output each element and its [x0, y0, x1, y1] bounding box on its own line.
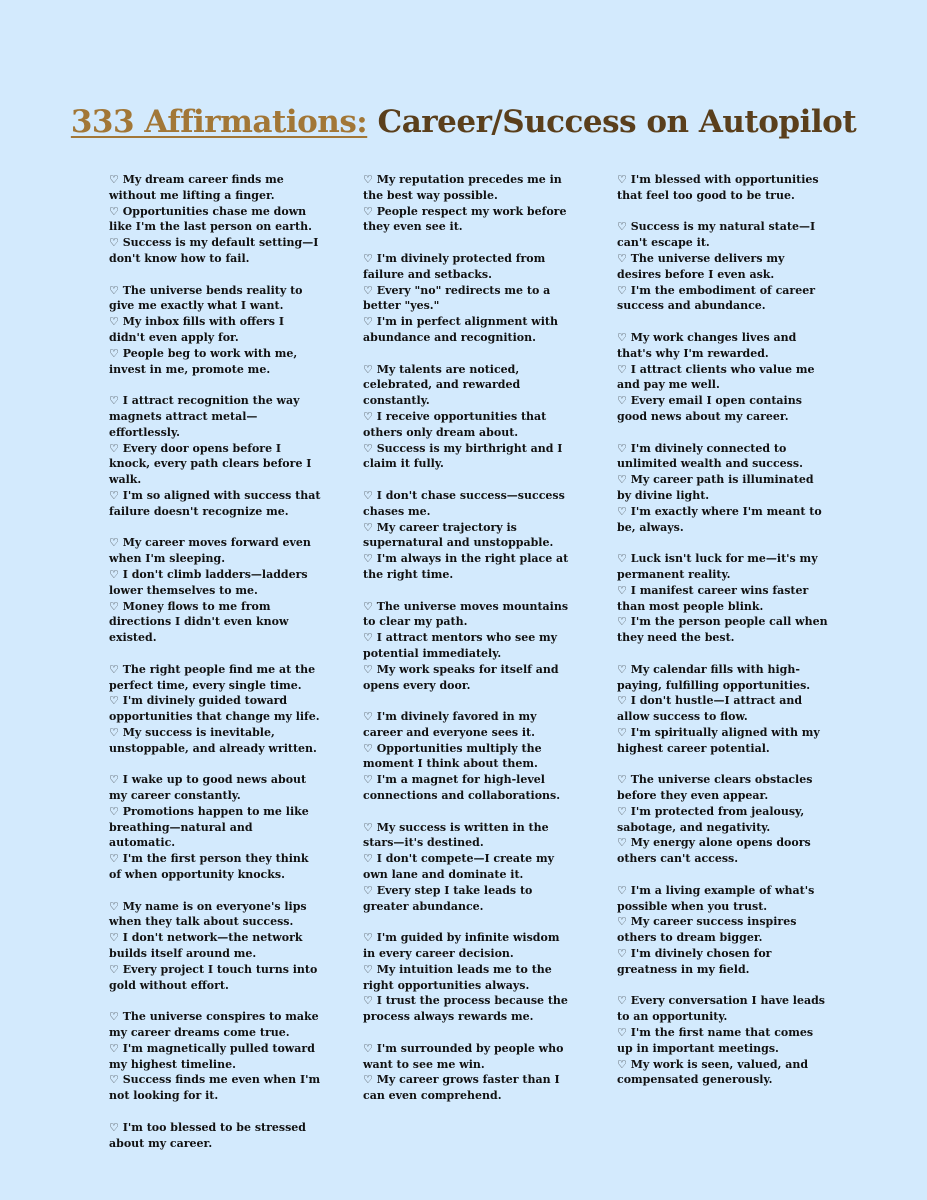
affirmation-item — [363, 741, 575, 773]
heart-icon: ♡ — [109, 283, 119, 297]
affirmation-text: My intuition leads me to the right opportunities always. — [363, 962, 552, 992]
affirmation-item — [363, 362, 575, 409]
affirmation-item — [109, 772, 321, 804]
affirmation-group — [617, 219, 829, 314]
affirmation-item — [109, 662, 321, 694]
affirmation-item — [109, 899, 321, 931]
affirmation-group — [617, 551, 829, 646]
heart-icon: ♡ — [363, 173, 373, 186]
affirmations-column-2 — [363, 172, 575, 1120]
affirmation-item — [363, 441, 575, 473]
affirmation-text: People beg to work with me, invest in me, promote me. — [109, 346, 298, 376]
heart-icon: ♡ — [363, 883, 373, 897]
affirmation-item — [109, 930, 321, 962]
affirmation-text: Opportunities multiply the moment I think about them. — [363, 741, 542, 771]
affirmation-group — [617, 330, 829, 425]
affirmation-text: My career grows faster than I can even comprehend. — [363, 1073, 560, 1103]
affirmation-group — [109, 772, 321, 883]
heart-icon: ♡ — [109, 899, 119, 913]
heart-icon: ♡ — [617, 915, 627, 929]
heart-icon: ♡ — [109, 931, 119, 945]
title-main: Career/Success on Autopilot — [377, 104, 857, 140]
heart-icon: ♡ — [363, 315, 373, 329]
heart-icon: ♡ — [363, 552, 373, 566]
affirmation-item — [109, 172, 321, 204]
affirmation-text: My inbox fills with offers I didn't even apply for. — [109, 315, 284, 344]
affirmation-text: My success is written in the stars—it's destined. — [363, 820, 549, 850]
affirmation-item — [617, 219, 829, 251]
affirmation-item — [109, 804, 321, 851]
affirmation-text: I'm magnetically pulled toward my highest timeline. — [109, 1041, 315, 1071]
affirmation-text: I wake up to good news about my career constantly. — [109, 773, 307, 803]
affirmation-item — [363, 1072, 575, 1104]
heart-icon: ♡ — [617, 220, 627, 234]
heart-icon: ♡ — [363, 852, 373, 866]
affirmation-item — [363, 930, 575, 962]
affirmation-item — [617, 662, 829, 694]
heart-icon: ♡ — [363, 283, 373, 297]
affirmation-item — [109, 346, 321, 378]
affirmation-text: The universe conspires to make my career dreams come true. — [109, 1010, 319, 1040]
affirmation-item — [363, 772, 575, 804]
heart-icon: ♡ — [363, 599, 373, 613]
heart-icon: ♡ — [109, 852, 119, 866]
affirmation-text: The universe clears obstacles before they even appear. — [617, 773, 813, 803]
heart-icon: ♡ — [617, 473, 627, 487]
heart-icon: ♡ — [109, 346, 119, 360]
affirmation-text: Success finds me even when I'm not looking for it. — [109, 1073, 321, 1103]
affirmation-text: The right people find me at the perfect time, every single time. — [109, 662, 316, 692]
page-title — [0, 104, 927, 140]
affirmation-text: Money flows to me from directions I didn't even know existed. — [109, 599, 289, 645]
affirmation-item — [109, 441, 321, 488]
heart-icon: ♡ — [617, 694, 627, 708]
affirmation-item — [617, 583, 829, 615]
affirmation-text: I'm blessed with opportunities that feel too good to be true. — [617, 173, 819, 202]
heart-icon: ♡ — [109, 488, 119, 502]
affirmation-text: I'm divinely chosen for greatness in my field. — [617, 947, 772, 976]
heart-icon: ♡ — [617, 947, 627, 961]
affirmations-column-3 — [617, 172, 829, 1104]
affirmation-item — [109, 693, 321, 725]
affirmation-text: I don't compete—I create my own lane and dominate it. — [363, 852, 554, 882]
affirmation-text: I'm the first person they think of when opportunity knocks. — [109, 852, 309, 882]
affirmation-item — [109, 1009, 321, 1041]
affirmation-text: My dream career finds me without me lifting a finger. — [109, 173, 284, 202]
affirmation-text: My reputation precedes me in the best way possible. — [363, 173, 562, 202]
heart-icon: ♡ — [109, 962, 119, 976]
affirmation-item — [617, 946, 829, 978]
heart-icon: ♡ — [363, 710, 373, 724]
affirmation-text: I attract mentors who see my potential immediately. — [363, 631, 558, 660]
affirmation-text: Opportunities chase me down like I'm the last person on earth. — [109, 204, 312, 234]
affirmation-item — [109, 599, 321, 646]
heart-icon: ♡ — [109, 804, 119, 818]
affirmation-text: I'm divinely protected from failure and setbacks. — [363, 251, 546, 281]
affirmation-item — [363, 251, 575, 283]
affirmation-item — [109, 314, 321, 346]
affirmation-item — [109, 962, 321, 994]
affirmation-group — [363, 709, 575, 804]
affirmation-group — [109, 899, 321, 994]
affirmation-item — [617, 172, 829, 204]
affirmations-column-1 — [109, 172, 321, 1167]
heart-icon: ♡ — [617, 883, 627, 897]
heart-icon: ♡ — [617, 330, 627, 344]
affirmation-text: The universe bends reality to give me exactly what I want. — [109, 283, 303, 313]
affirmation-item — [363, 409, 575, 441]
heart-icon: ♡ — [363, 741, 373, 755]
affirmation-item — [617, 504, 829, 536]
affirmation-text: Success is my birthright and I claim it fully. — [363, 441, 563, 471]
affirmation-text: I'm divinely favored in my career and everyone sees it. — [363, 710, 537, 739]
affirmation-item — [363, 551, 575, 583]
affirmation-text: I'm the embodiment of career success and abundance. — [617, 283, 816, 313]
affirmation-item — [109, 567, 321, 599]
affirmation-group — [617, 662, 829, 757]
affirmation-item — [363, 204, 575, 236]
affirmation-item — [617, 693, 829, 725]
heart-icon: ♡ — [363, 773, 373, 787]
heart-icon: ♡ — [617, 583, 627, 597]
affirmation-text: Every project I touch turns into gold without effort. — [109, 962, 318, 992]
heart-icon: ♡ — [109, 694, 119, 708]
heart-icon: ♡ — [617, 662, 627, 676]
affirmation-item — [617, 441, 829, 473]
heart-icon: ♡ — [617, 725, 627, 739]
title-accent: 333 Affirmations: — [70, 104, 368, 140]
heart-icon: ♡ — [363, 662, 373, 676]
affirmation-text: My career trajectory is supernatural and unstoppable. — [363, 520, 554, 550]
affirmation-text: I'm divinely guided toward opportunities that change my life. — [109, 694, 320, 724]
affirmation-item — [109, 1041, 321, 1073]
heart-icon: ♡ — [617, 1057, 627, 1071]
affirmation-text: My career success inspires others to dream bigger. — [617, 915, 797, 945]
heart-icon: ♡ — [109, 773, 119, 787]
affirmation-item — [617, 883, 829, 915]
heart-icon: ♡ — [617, 441, 627, 455]
affirmation-item — [109, 488, 321, 520]
heart-icon: ♡ — [109, 725, 119, 739]
heart-icon: ♡ — [109, 173, 119, 186]
heart-icon: ♡ — [617, 173, 627, 186]
affirmation-item — [109, 725, 321, 757]
affirmation-item — [617, 725, 829, 757]
affirmation-item — [109, 393, 321, 440]
affirmation-item — [617, 1057, 829, 1089]
heart-icon: ♡ — [109, 1041, 119, 1055]
affirmation-text: Every "no" redirects me to a better "yes." — [363, 283, 551, 313]
affirmation-group — [109, 1009, 321, 1104]
affirmation-item — [617, 551, 829, 583]
affirmation-text: I'm a magnet for high-level connections and collaborations. — [363, 773, 561, 803]
affirmation-group — [363, 1041, 575, 1104]
heart-icon: ♡ — [363, 441, 373, 455]
affirmation-item — [363, 283, 575, 315]
affirmation-text: I'm the first name that comes up in important meetings. — [617, 1026, 814, 1055]
affirmation-text: My work changes lives and that's why I'm rewarded. — [617, 330, 797, 360]
heart-icon: ♡ — [617, 552, 627, 566]
affirmation-text: My career path is illuminated by divine light. — [617, 473, 814, 502]
heart-icon: ♡ — [617, 994, 627, 1008]
heart-icon: ♡ — [363, 204, 373, 218]
affirmation-item — [363, 820, 575, 852]
affirmation-group — [617, 883, 829, 978]
heart-icon: ♡ — [617, 773, 627, 787]
affirmation-item — [109, 1072, 321, 1104]
affirmation-group — [109, 1120, 321, 1152]
affirmation-item — [363, 630, 575, 662]
affirmation-text: Every door opens before I knock, every path clears before I walk. — [109, 441, 312, 487]
heart-icon: ♡ — [363, 820, 373, 834]
affirmation-text: I don't network—the network builds itself around me. — [109, 931, 303, 961]
affirmation-text: I'm divinely connected to unlimited wealth and success. — [617, 441, 803, 471]
heart-icon: ♡ — [363, 931, 373, 945]
affirmation-text: Luck isn't luck for me—it's my permanent reality. — [617, 552, 818, 581]
heart-icon: ♡ — [363, 362, 373, 376]
affirmation-item — [617, 251, 829, 283]
affirmation-item — [363, 962, 575, 994]
heart-icon: ♡ — [109, 394, 119, 408]
heart-icon: ♡ — [109, 567, 119, 581]
affirmation-group — [617, 441, 829, 536]
affirmation-item — [363, 599, 575, 631]
affirmation-text: People respect my work before they even see it. — [363, 204, 567, 234]
affirmation-item — [363, 172, 575, 204]
heart-icon: ♡ — [109, 599, 119, 613]
heart-icon: ♡ — [617, 836, 627, 850]
heart-icon: ♡ — [617, 394, 627, 408]
affirmation-text: I'm exactly where I'm meant to be, always. — [617, 504, 822, 534]
affirmation-text: My name is on everyone's lips when they talk about success. — [109, 899, 307, 929]
heart-icon: ♡ — [363, 994, 373, 1008]
heart-icon: ♡ — [109, 536, 119, 550]
heart-icon: ♡ — [617, 615, 627, 629]
affirmation-text: I'm the person people call when they need the best. — [617, 615, 828, 645]
affirmation-item — [363, 662, 575, 694]
heart-icon: ♡ — [109, 236, 119, 250]
affirmation-item — [363, 314, 575, 346]
affirmation-item — [617, 804, 829, 836]
heart-icon: ♡ — [109, 441, 119, 455]
heart-icon: ♡ — [617, 362, 627, 376]
affirmation-item — [363, 709, 575, 741]
affirmation-text: My work is seen, valued, and compensated generously. — [617, 1057, 809, 1087]
affirmation-item — [109, 283, 321, 315]
heart-icon: ♡ — [109, 1010, 119, 1024]
affirmation-text: I'm spiritually aligned with my highest career potential. — [617, 725, 820, 755]
heart-icon: ♡ — [109, 315, 119, 329]
affirmation-group — [109, 172, 321, 267]
affirmation-text: My calendar fills with high-paying, fulfilling opportunities. — [617, 662, 811, 692]
affirmation-group — [363, 930, 575, 1025]
affirmation-group — [109, 535, 321, 646]
heart-icon: ♡ — [109, 1073, 119, 1087]
affirmation-item — [617, 993, 829, 1025]
affirmation-text: Every step I take leads to greater abundance. — [363, 883, 533, 913]
affirmation-item — [617, 330, 829, 362]
affirmation-text: I'm too blessed to be stressed about my career. — [109, 1120, 306, 1150]
heart-icon: ♡ — [363, 409, 373, 423]
affirmation-text: The universe delivers my desires before I even ask. — [617, 251, 785, 281]
affirmation-item — [109, 204, 321, 236]
affirmation-item — [617, 1025, 829, 1057]
heart-icon: ♡ — [363, 251, 373, 265]
affirmation-text: I'm surrounded by people who want to see me win. — [363, 1041, 564, 1071]
affirmation-group — [109, 662, 321, 757]
heart-icon: ♡ — [363, 520, 373, 534]
affirmation-text: I attract clients who value me and pay me well. — [617, 362, 815, 392]
affirmation-text: I don't chase success—success chases me. — [363, 488, 565, 518]
affirmation-text: My work speaks for itself and opens every door. — [363, 662, 559, 692]
affirmation-text: Promotions happen to me like breathing—natural and automatic. — [109, 804, 309, 850]
affirmation-item — [617, 772, 829, 804]
affirmation-text: I receive opportunities that others only dream about. — [363, 409, 547, 439]
affirmation-item — [617, 362, 829, 394]
heart-icon: ♡ — [109, 204, 119, 218]
affirmation-text: My career moves forward even when I'm sleeping. — [109, 536, 311, 566]
affirmation-group — [617, 993, 829, 1088]
affirmation-text: I trust the process because the process always rewards me. — [363, 994, 568, 1024]
affirmation-item — [109, 851, 321, 883]
affirmation-text: I attract recognition the way magnets attract metal—effortlessly. — [109, 394, 300, 439]
affirmation-text: I'm always in the right place at the right time. — [363, 552, 569, 581]
affirmation-item — [109, 535, 321, 567]
affirmation-text: I'm a living example of what's possible when you trust. — [617, 883, 815, 913]
affirmation-text: I'm protected from jealousy, sabotage, and negativity. — [617, 804, 805, 834]
heart-icon: ♡ — [363, 1073, 373, 1087]
affirmation-group — [363, 820, 575, 915]
affirmation-text: My talents are noticed, celebrated, and rewarded constantly. — [363, 362, 521, 408]
affirmation-item — [617, 835, 829, 867]
heart-icon: ♡ — [109, 1120, 119, 1134]
heart-icon: ♡ — [617, 504, 627, 518]
affirmation-group — [363, 251, 575, 346]
affirmation-item — [617, 614, 829, 646]
affirmation-item — [109, 1120, 321, 1152]
affirmation-text: Every email I open contains good news about my career. — [617, 394, 802, 423]
affirmation-group — [363, 172, 575, 235]
affirmation-text: Success is my default setting—I don't know how to fail. — [109, 236, 319, 265]
heart-icon: ♡ — [617, 1026, 627, 1040]
heart-icon: ♡ — [617, 804, 627, 818]
affirmation-item — [109, 235, 321, 267]
affirmation-text: Success is my natural state—I can't escape it. — [617, 220, 816, 250]
affirmation-group — [363, 488, 575, 583]
heart-icon: ♡ — [363, 962, 373, 976]
affirmation-text: My energy alone opens doors others can't access. — [617, 836, 811, 866]
affirmation-group — [363, 599, 575, 694]
heart-icon: ♡ — [617, 283, 627, 297]
affirmation-item — [617, 283, 829, 315]
affirmation-text: Every conversation I have leads to an opportunity. — [617, 994, 825, 1024]
affirmation-group — [109, 393, 321, 519]
heart-icon: ♡ — [109, 662, 119, 676]
affirmation-item — [363, 488, 575, 520]
affirmation-text: My success is inevitable, unstoppable, and already written. — [109, 725, 317, 755]
affirmation-item — [617, 393, 829, 425]
affirmation-text: The universe moves mountains to clear my path. — [363, 599, 569, 629]
heart-icon: ♡ — [617, 251, 627, 265]
affirmation-group — [617, 772, 829, 867]
affirmation-item — [363, 520, 575, 552]
heart-icon: ♡ — [363, 1041, 373, 1055]
affirmation-item — [363, 1041, 575, 1073]
affirmation-item — [617, 914, 829, 946]
affirmation-item — [363, 851, 575, 883]
affirmation-text: I don't climb ladders—ladders lower themselves to me. — [109, 567, 308, 597]
affirmation-item — [617, 472, 829, 504]
heart-icon: ♡ — [363, 631, 373, 645]
affirmation-text: I'm in perfect alignment with abundance and recognition. — [363, 315, 558, 344]
heart-icon: ♡ — [363, 488, 373, 502]
affirmation-group — [617, 172, 829, 204]
affirmation-text: I manifest career wins faster than most people blink. — [617, 583, 809, 613]
affirmation-group — [363, 362, 575, 473]
affirmation-group — [109, 283, 321, 378]
affirmation-text: I don't hustle—I attract and allow success to flow. — [617, 694, 803, 724]
affirmation-item — [363, 993, 575, 1025]
affirmation-text: I'm so aligned with success that failure doesn't recognize me. — [109, 488, 321, 518]
affirmation-item — [363, 883, 575, 915]
affirmation-text: I'm guided by infinite wisdom in every career decision. — [363, 931, 560, 961]
